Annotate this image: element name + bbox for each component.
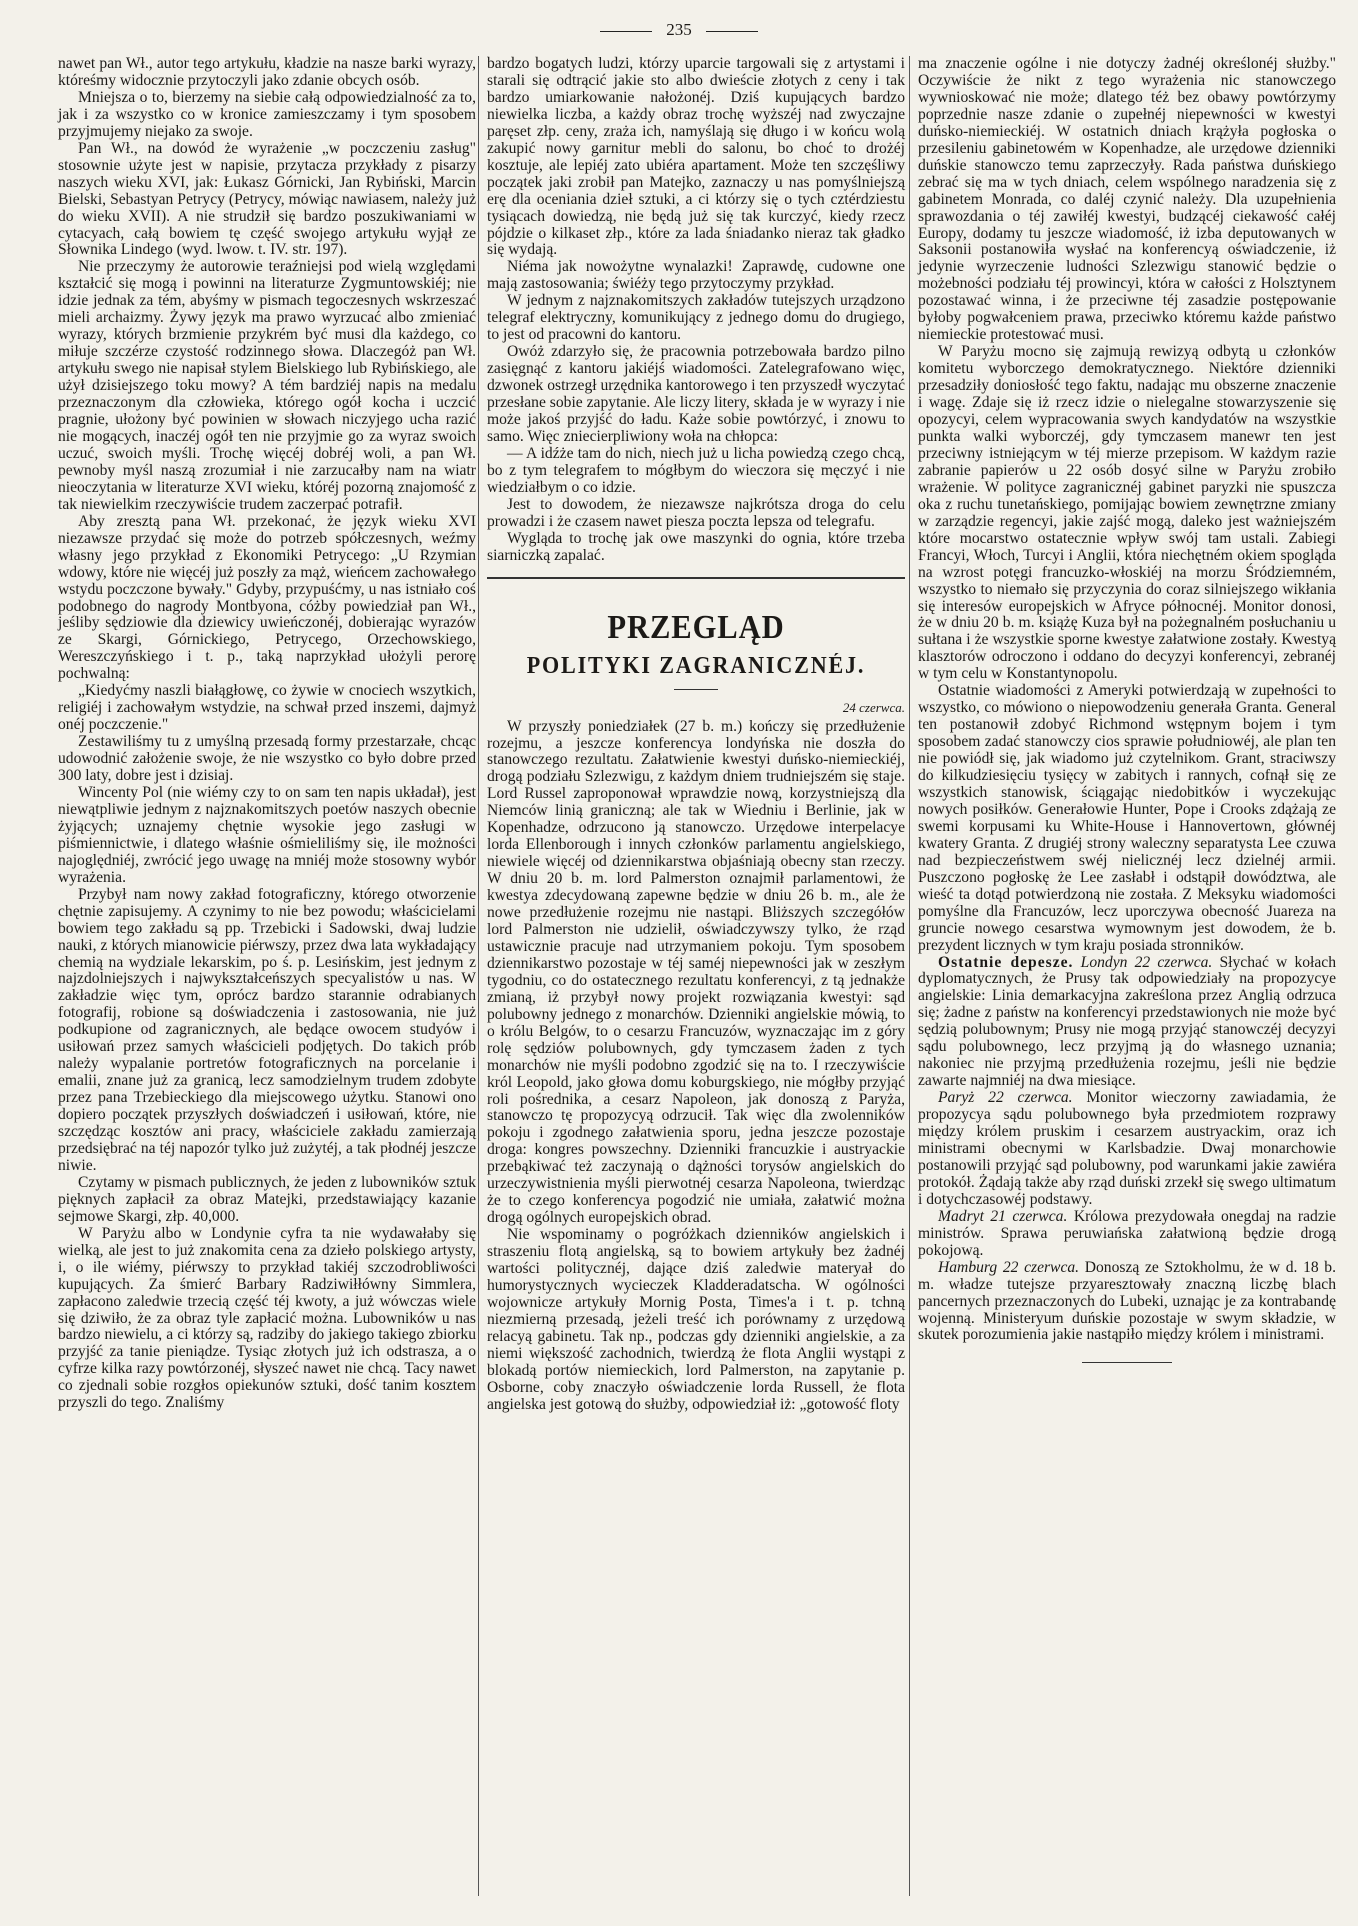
paragraph: W Paryżu albo w Londynie cyfra ta nie wydawałaby się wielką, ale jest to już znakomita cena za dzieło polskiego artysty, i, o ile wiémy, piérwszy to przykład takiéj szczodrobliwości kupujących. Za śmierć Barbary Radziwiłłówny Simmlera, zapłacono zaledwie trzecią część téj kwoty, a już wówczas wiele się dziwiło, że za obraz tyle zapłacić można. Lubowników u nas bardzo niewielu, a ci którzy są, radziby do jakiego takiego zbiorku przyjść za tanie pieniądze. Tysiąc złotych już ich odstrasza, a o cyfrze kilka razy powtórzonéj, słyszeć nawet nie chcą. Tacy nawet co zjednali sobie rozgłos opiekunów sztuki, dość tanim kosztem przyszli do tego. Znaliśmy [58,1224,476,1412]
paragraph: Pan Wł., na dowód że wyrażenie „w poczczeniu zasług" stosownie użyte jest w napisie, przytacza przykłady z pisarzy naszych wieku XVI, jak: Łukasz Górnicki, Jan Rybiński, Marcin Bielski, Sebastyan Petrycy (Petrycy, mówiąc nawiasem, należy już do wieku XVII). A nie strudził się bardzo poszukiwaniami w cytacyach, całą bowiem tę część swojego artykułu wyjął ze Słownika Lindego (wyd. lwow. t. IV. str. 197). [58,139,476,259]
section-divider [487,577,905,579]
divider [706,31,758,32]
end-rule [1082,1362,1172,1363]
paragraph: — A idźże tam do nich, niech już u licha powiedzą czego chcą, bo z tym telegrafem to mógłbym do wieczora się męczyć i nie wiedziałbym o co idzie. [487,444,905,496]
paragraph: W jednym z najznakomitszych zakładów tutejszych urządzono telegraf elektryczny, komunikujący z jednego domu do drugiego, to jest od pracowni do kantoru. [487,292,905,344]
dispatch-text: Monitor wieczorny zawiadamia, że propozycya sądu polubownego była przedmiotem rozprawy między królem pruskim i cesarzem austryackim, oraz ich ministrami obecnymi w Karlsbadzie. Dwaj monarchowie postanowili przyjąć sąd polubowny, pod warunkami jakie zawiéra protokół. Żądają także aby rząd duński zrzekł się swego ultimatum i dotychczasowéj podstawy. [918,1089,1336,1208]
page-number-text: 235 [666,20,692,39]
dispatch-text: Donoszą ze Sztokholmu, że w d. 18 b. m. władze tutejsze przyaresztowały znaczną liczbę blach pancernych przeznaczonych do Lubeki, uznając je za kontrabandę wojenną. Ministeryum duńskie pozostaje w swym składzie, w skutek porozumienia jakie nastąpiło między królem i ministrami. [918,1258,1336,1344]
column-divider [478,56,479,1896]
dispatch-text: Słychać w kołach dyplomatycznych, że Prusy tak odpowiedziały na propozycye angielskie: Linia demarkacyjna zakreślona przez Anglią odrzuca się; żadne z państw na konferencyi przedstawionych nie może być sędzią polubownym; Prusy nie mogą przyjąć stanowczéj decyzyi sądu polubownego, lecz przyjmą ją do własnego uznania; nakoniec nie przyjmą przedłużenia rozejmu, jeśli nie będzie zawarte najmniéj na dwa miesiące. [918,953,1337,1090]
dispatch-place-date: Paryż 22 czerwca. [938,1089,1073,1107]
dispatch-text: Królowa prezydowała onegdaj na radzie ministrów. Sprawa peruwiańska załatwioną będzie drogą pokojową. [918,1207,1337,1259]
paragraph: Aby zresztą pana Wł. przekonać, że język wieku XVI niezawsze przydać się może do potrzeb spółczesnych, weźmy własny jego przykład z Ekonomiki Petrycego: „U Rzymian wdowy, które nie więcéj już poszły za mąż, wieńcem zachowałego wstydu poczczone bywały." Gdyby, przypuśćmy, u nas istniało coś podobnego do nagrody Montbyona, cóżby powiedział pan Wł., jeśliby sędziowie dla dziewicy uwieńczonéj, dobierając wyrazów ze Skargi, Górnickiego, Petrycego, Orzechowskiego, Wereszczyńskiego i t. p., taką naprzykład ułożyli perorę pochwalną: [58,512,476,683]
paragraph: bardzo bogatych ludzi, którzy uparcie targowali się z artystami i starali się odtrącić jakie sto albo dwieście złotych z ceny i tak bardzo umiarkowanie nałożonéj. Dziś kupujących bardzo niewielka liczba, a każdy obraz trochę wyższéj nad zwyczajne paręset złp. ceny, zraża ich, namyślają się długo i w końcu wolą zakupić nowy garnitur mebli do salonu, bo choć to drożéj kosztuje, ale lepiéj zato ubiéra apartament. Może ten szczęśliwy początek jaki zrobił pan Matejko, zaznaczy u nas pomyślniejszą erę dla oceniania dzieł sztuki, a ci którzy się o tych cztérdziestu tysiącach dowiedzą, nie będą już się tak kurczyć, kiedy rzecz pójdzie o kilkaset złp., które za lada śniadanko nieraz tak gładko się wydają. [487,55,905,259]
dispatch-item [918,1260,1336,1345]
paragraph: W przyszły poniedziałek (27 b. m.) kończy się przedłużenie rozejmu, a jeszcze konferencya londyńska nie doszła do stanowczego rezultatu. Załatwienie kwestyi duńsko-niemieckiéj, drogą podziału Szlezwigu, z każdym dniem trudniejszém się staje. Lord Russel zaproponował wprawdzie nową, korzystniejszą dla Niemców linią graniczną; ale tak w Wiedniu i Berlinie, jak w Kopenhadze, odrzucono ją stanowczo. Urzędowe interpelacye lorda Ellenborough i innych członków parlamentu angielskiego, niewiele więcéj od dziennikarstwa objaśniają obecny stan rzeczy. W dniu 20 b. m. lord Palmerston oznajmił parlamentowi, że kwestya zdecydowaną zapewne będzie w dniu 26 b. m., ale że nowe przedłużenie rozejmu nie nastąpi. Bliższych szczegółów lord Palmerston nie udzielił, oświadczywszy tylko, że rząd ustawicznie pracuje nad utrzymaniem pokoju. Tym sposobem dziennikarstwo pozostaje w téj saméj niepewności jak w zeszłym tygodniu, co do ostatecznego rezultatu konferencyi, z tą jednakże zmianą, iż przybył nowy projekt rozwiązania kwestyi: sąd polubowny jednego z monarchów. Dzienniki angielskie mówią, to o królu Belgów, to o cesarzu Francuzów, wyznaczając im z góry rolę sędziów polubownych, gdy tymczasem żaden z tych monarchów nie myśli podobno zgodzić się na to. I rzeczywiście król Leopold, jako głowa domu koburgskiego, nie mógłby przyjąć roli pośrednika, a cesarz Napoleon, jak donoszą z Paryża, stanowczo tę propozycyą odrzucił. Tak więc dla zwolenników pokoju i zgodnego załatwienia sporu, jedna jeszcze pozostaje droga: kongres powszechny. Dzienniki francuzkie i austryackie przebąkiwać też zaczynają o dążności torysów angielskich do urzeczywistnienia myśli pierwotnéj cesarza Napoleona, twierdząc że to czego konferencya pogodzić nie umiała, załatwić można drogą ogólnych europejskich obrad. [487,717,905,1227]
paragraph: Nie wspominamy o pogróżkach dzienników angielskich i straszeniu flotą angielską, są to bowiem artykuły bez żadnéj wartości politycznéj, dające dziś zaledwie materyał do humorystycznych wycieczek Kladderadatscha. W ogólności wojownicze artykuły Mornig Posta, Times'a i t. p. tchną niezmierną przesadą, jeżeli treść ich porównamy z urzędową relacyą gabinetu. Tak np., podczas gdy dzienniki angielskie, a za niemi większość zachodnich, twierdzą że flota Anglii wystąpi z blokadą portów niemieckich, lord Palmerston, na zapytanie p. Osborne, coby znaczyło oświadczenie lorda Russell, że flota angielska jest gotową do służby, odpowiedział iż: „gotowość floty [487,1226,905,1413]
dispatch-place-date: Hamburg 22 czerwca. [938,1258,1080,1276]
dispatch-item [918,1090,1336,1209]
paragraph: Przybył nam nowy zakład fotograficzny, którego otworzenie chętnie zapisujemy. A czynimy to nie bez powodu; właścicielami bowiem tego zakładu są pp. Trzebicki i Sadowski, dwaj ludzie nauki, z których mianowicie piérwszy, przez dwa lata wykładający chemią na wydziale lekarskim, po ś. p. Lesińskim, jest jednym z najzdolniejszych i najwykształceńszych specyalistów u nas. W zakładzie więc tym, oprócz bardzo starannie odrabianych fotografij, robione są doświadczenia i zastosowania, nie już podkupione od zagranicznych, ale będące owocem studyów i usiłowań przez samych właścicieli podjętych. Do takich prób należy wypalanie portretów fotograficznych na porcelanie i emalii, znane już za granicą, lecz samodzielnym trudem zdobyte przez pana Trzebieckiego dla miejscowego użytku. Stanowi ono dopiero początek przyszłych doświadczeń i usiłowań, które, nie szczędząc kosztów ani pracy, właściciele zakładu zamierzają przedsiębrać na téj napozór tylko już zużytéj, a tak płodnéj jeszcze niwie. [58,885,476,1174]
paragraph: Jest to dowodem, że niezawsze najkrótsza droga do celu prowadzi i że czasem nawet piesza poczta lepsza od telegrafu. [487,495,905,530]
paragraph: Wygląda to trochę jak owe maszynki do ognia, które trzeba siarniczką zapalać. [487,529,905,564]
dispatch-item [918,1209,1336,1260]
paragraph: Zestawiliśmy tu z umyślną przesadą formy przestarzałe, chcąc udowodnić założenie swoje, że nie wszystko co było dobre przed 300 laty, dobre jest i dzisiaj. [58,733,476,785]
column-2 [487,56,905,1414]
title-rule [674,689,718,690]
column-1 [58,56,476,1412]
quote-paragraph: „Kiedyćmy naszli białągłowę, co żywie w cnociech wszytkich, religiéj i zachowałym wstydzie, na schwał przed inszemi, dajmyż onéj poczczenie." [58,682,476,734]
paragraph: nawet pan Wł., autor tego artykułu, kładzie na nasze barki wyrazy, któreśmy widocznie przytoczyli jako zdanie obcych osób. [58,55,476,89]
page-number [0,20,1358,40]
paragraph: Wincenty Pol (nie wiémy czy to on sam ten napis układał), jest niewątpliwie jednym z najznakomitszych poetów naszych obecnie żyjących; uznajemy chętnie wysokie jego zasługi w piśmiennictwie, i dlatego właśnie ośmieliliśmy się, ile możności najoględniéj, zwrócić jego uwagę na mniéj może stosowny wybór wyrażenia. [58,783,476,886]
paragraph: Mniejsza o to, bierzemy na siebie całą odpowiedzialność za to, jak i za wszystko co w kronice zamieszczamy i tym sposobem przyjmujemy niejako za swoje. [58,88,476,140]
section-subtitle: POLITYKI ZAGRANICZNÉJ. [526,652,866,679]
paragraph: Niéma jak nowożytne wynalazki! Zaprawdę, cudowne one mają zastosowania; świéży tego przytoczymy przykład. [487,258,905,293]
section-title: PRZEGLĄD [607,608,785,646]
paragraph: Nie przeczymy że autorowie teraźniejsi pod wielą względami kształcić się mogą i powinni na literaturze Zygmuntowskiéj; nie idzie jednak za tém, abyśmy w pismach tegoczesnych wskrzeszać mieli archaizmy. Żywy język ma prawo wyrzucać albo zmieniać wyrazy, których brzmienie przykrém być musi dla każdego, co miłuje szczérze czystość rodzinnego słowa. Dlaczegóż pan Wł. artykułu swego nie napisał stylem Bielskiego lub Rybińskiego, ale użył dzisiejszego toku mowy? A tém bardziéj napis na medalu przeznaczonym dla człowieka, którego ogół kocha i uczcić pragnie, ułożony być powinien w słowach niczyjego ucha razić nie mogących, inaczéj ogół ten nie przyjmie go za wyraz swoich uczuć, swoich myśli. Trochę więcéj dobréj woli, a pan Wł. pewnoby myśl naszą zrozumiał i nie zarzucałby nam na wiatr nieoczytania w literaturze XVI wieku, któréj pozorną znajomość z tak niewielkim rzeczywiście trudem zaczerpać potrafił. [58,258,476,513]
dispatch-place-date: Londyn 22 czerwca. [1080,953,1213,971]
paragraph: ma znaczenie ogólne i nie dotyczy żadnéj określonéj służby." Oczywiście że nikt z tego wyrażenia nic stanowczego wywnioskować nie może; dlatego téż bez obawy powtórzymy poprzednie nasze zdanie o zupełnéj niepewności w kwestyi duńsko-niemieckiéj. W ostatnich dniach krążyła pogłoska o przesileniu gabinetowém w Kopenhadze, ale urzędowe dzienniki duńskie stanowczo temu zaprzeczyły. Rada państwa duńskiego zebrać się ma w tych dniach, celem wspólnego naradzenia się z gabinetem Monrada, co daléj czynić należy. Dla uzupełnienia sprawozdania o téj zawiłéj kwestyi, budzącéj ciekawość całéj Europy, dodamy tu jeszcze wiadomość, iż izba deputowanych w Saksonii postanowiła wysłać na konferencyą oświadczenie, iż jedynie wyrzeczenie ludności Szlezwigu stanowić będzie o możebności podziału téj prowincyi, która w całości z Holsztynem pozostawać winna, i że przeciwne téj zasadzie postępowanie byłoby pogwałceniem prawa, przeciwko któremu każde państwo niemieckie protestować musi. [918,55,1336,344]
column-divider [909,56,910,1896]
paragraph: W Paryżu mocno się zajmują rewizyą odbytą u członków komitetu wyborczego demokratycznego. Niektóre dzienniki przesadziły doniosłość tego faktu, nadając mu obszerne znaczenie i wagę. Zdaje się iż rzecz idzie o nielegalne stowarzyszenie się opozycyi, celem wypracowania swych kandydatów na wszystkie punkta walki wyborczéj, gdy tymczasem manewr ten jest przeciwny istniejącym w téj mierze przepisom. W każdym razie zabranie papierów u 22 osób dosyć silne w Paryżu zrobiło wrażenie. W polityce zagranicznéj gabinet paryzki nie spuszcza oka z ruchu tunetańskiego, pomijając bowiem zewnętrzne zmiany w zarządzie regencyi, jakie zajść mogą, daleko jest ważniejszém które mocarstwo ostatecznie wpływ swój tam ustali. Zabiegi Francyi, Włoch, Turcyi i Anglii, która niechętném okiem spogląda na wzrost potęgi francuzko-włoskiéj na morzu Śródziemném, wszystko to niemało się przyczynia do coraz silniejszego wikłania się interesów europejskich w Afryce północnéj. Monitor donosi, że w dniu 20 b. m. książę Kuza był na pożegnalném posłuchaniu u sułtana i że wszystkie sporne kwestye załatwione zostały. Kwestyą klasztorów odroczono i oddano do decyzyi konferencyi, zebranéj w tym celu w Konstantynopolu. [918,343,1336,683]
paragraph: Ostatnie wiadomości z Ameryki potwierdzają w zupełności to wszystko, co mówiono o niepowodzeniu generała Granta. General ten postanowił zdobyć Richmond wstępnym bojem i tym sposobem zadać stanowczy cios sprawie południowéj, ale plan ten nie powiódł się, jak wiadomo już czytelnikom. Grant, straciwszy do kilkudziesięciu tysięcy w zabitych i rannych, cofnął się ze wszystkich stanowisk, ściągając niedobitków i wyczekując nowych posiłków. Generałowie Hunter, Pope i Crooks zdążają ze swemi korpusami ku White-House i Hannovertown, głównéj kwatery Granta. Z drugiéj strony waleczny separatysta Lee czuwa nad bezpieczeństwem swéj nielicznéj lecz dzielnéj armii. Puszczono pogłoskę że Lee zasłabł i odstąpił dowództwa, ale wieść ta dotąd potwierdzoną nie została. Z Meksyku wiadomości pomyślne dla Francuzów, lecz uporczywa obecność Juareza na gruncie nowego cesarstwa wymownym jest dowodem, że b. prezydent licznych w tym kraju posiada stronników. [918,682,1336,954]
dispatch-place-date: Madryt 21 czerwca. [938,1207,1068,1225]
dateline: 24 czerwca. [842,699,905,715]
divider [600,31,652,32]
paragraph: Owóż zdarzyło się, że pracownia potrzebowała bardzo pilno zasięgnąć z kantoru jakiéjś wiadomości. Zatelegrafowano więc, dzwonek ostrzegł urzędnika kantorowego i ten przyszedł wyczytać przesłane sobie zapytanie. Ale liczy litery, składa je w wyrazy i nie może jakoś przyjść do ładu. Każe sobie powtórzyć, i znowu to samo. Więc zniecierpliwiony woła na chłopca: [487,343,905,445]
dispatch-item [918,955,1336,1091]
paragraph: Czytamy w pismach publicznych, że jeden z lubowników sztuk pięknych zapłacił za obraz Matejki, przedstawiający kazanie sejmowe Skargi, złp. 40,000. [58,1173,476,1225]
column-3 [918,56,1336,1363]
dispatches-heading: Ostatnie depesze. [938,953,1074,971]
